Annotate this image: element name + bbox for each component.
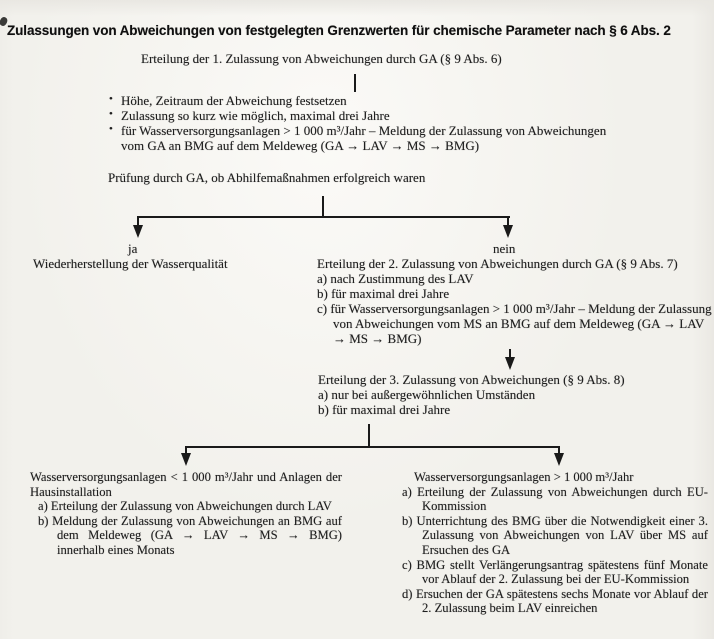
step3-block	[318, 372, 714, 417]
down-arrow-icon	[181, 453, 191, 466]
step2-item: c) für Wasserversorgungsanlagen > 1 000 m³/Jahr – Meldung der Zulassung von Abweichungen vom MS an BMG auf dem Meldeweg (GA → LAV → MS → BMG)	[317, 301, 712, 346]
step2-item: a) nach Zustimmung des LAV	[317, 271, 474, 286]
bullet-dot-icon: •	[109, 123, 113, 135]
step3-heading: Erteilung der 3. Zulassung von Abweichungen (§ 9 Abs. 8)	[318, 372, 625, 387]
step3-item: b) für maximal drei Jahre	[318, 402, 451, 417]
down-arrow-icon	[503, 225, 513, 238]
bullet-item	[108, 123, 620, 153]
bottom-left-item: b) Meldung der Zulassung von Abweichungen an BMG auf dem Meldeweg (GA → LAV → MS → BMG) innerhalb eines Monats	[38, 513, 342, 557]
bullet-text: für Wasserversorgungsanlagen > 1 000 m³/Jahr – Meldung der Zulassung von Abweichungen vom GA an BMG auf dem Meldeweg (GA → LAV → MS → BMG)	[121, 123, 607, 153]
branch1-stem	[322, 196, 324, 217]
bullet-item	[108, 108, 620, 123]
branch2-stem	[368, 424, 370, 448]
bottom-right-heading: Wasserversorgungsanlagen > 1 000 m³/Jahr	[414, 470, 634, 484]
bottom-right-item: b) Unterrichtung des BMG über die Notwendigkeit einer 3. Zulassung von Abweichungen von LAV über MS auf Ersuchen des GA	[402, 513, 708, 557]
bullet-dot-icon: •	[109, 108, 113, 120]
branch1-horizontal-line	[137, 216, 510, 218]
bullet-text: Zulassung so kurz wie möglich, maximal drei Jahre	[121, 108, 390, 123]
step1-bullet-list	[108, 93, 620, 153]
branch2-horizontal-line	[185, 446, 560, 448]
down-arrow-icon	[133, 225, 143, 238]
step2-heading: Erteilung der 2. Zulassung von Abweichungen durch GA (§ 9 Abs. 7)	[317, 256, 678, 271]
bottom-right-item: d) Ersuchen der GA spätestens sechs Monate vor Ablauf der 2. Zulassung beim LAV einreichen	[402, 586, 708, 616]
yes-result-text: Wiederherstellung der Wasserqualität	[33, 256, 228, 271]
bottom-right-item: c) BMG stellt Verlängerungsantrag spätestens fünf Monate vor Ablauf der 2. Zulassung bei der EU-Kommission	[402, 557, 708, 587]
connector-line	[354, 74, 356, 92]
step3-item: a) nur bei außergewöhnlichen Umständen	[318, 387, 536, 402]
bullet-item	[108, 93, 620, 108]
bottom-left-item: a) Erteilung der Zulassung von Abweichungen durch LAV	[38, 499, 332, 514]
down-arrow-icon	[554, 453, 564, 466]
bottom-right-block	[402, 470, 708, 616]
bottom-left-heading: Wasserversorgungsanlagen < 1 000 m³/Jahr und Anlagen der Hausinstallation	[30, 470, 342, 499]
step1-heading: Erteilung der 1. Zulassung von Abweichungen durch GA (§ 9 Abs. 6)	[141, 51, 502, 66]
bottom-right-item: a) Erteilung der Zulassung von Abweichungen durch EU-Kommission	[402, 484, 708, 514]
no-label: nein	[493, 241, 516, 256]
step2-block	[317, 256, 713, 346]
page-title: Zulassungen von Abweichungen von festgelegten Grenzwerten für chemische Parameter nach § 6 Abs. 2	[7, 23, 671, 38]
bullet-dot-icon: •	[109, 93, 113, 105]
check-text: Prüfung durch GA, ob Abhilfemaßnahmen erfolgreich waren	[108, 170, 426, 185]
bottom-left-block	[30, 470, 342, 558]
step2-item: b) für maximal drei Jahre	[317, 286, 450, 301]
bullet-text: Höhe, Zeitraum der Abweichung festsetzen	[121, 93, 347, 108]
down-arrow-icon	[505, 357, 515, 370]
yes-label: ja	[128, 241, 138, 256]
